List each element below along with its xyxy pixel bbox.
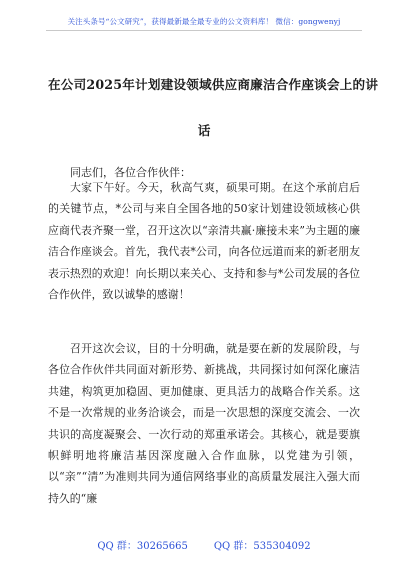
body-paragraph-2: 召开这次会议，目的十分明确，就是要在新的发展阶段，与各位合作伙伴共同面对新形势、新挑战，共同探讨如何深化廉洁共建，构筑更加稳固、更加健康、更具活力的战略合作关系。这不是一次常规的业务洽谈会，而是一次思想的深度交流会、一次共识的高度凝聚会、一次行动的郑重承诺会。其核心，就是要旗帜鲜明地将廉洁基因深度融入合作血脉，以党建为引领，以“亲”“清”为准则共同为通信网络事业的高质量发展注入强大而持久的“廉	[48, 342, 360, 505]
footer-qq-groups	[0, 537, 408, 552]
body-paragraph-1: 大家下午好。今天，秋高气爽，硕果可期。在这个承前启后的关键节点，*公司与来自全国各地的50家计划建设领域核心供应商代表齐聚一堂，召开这次以“亲清共赢·廉接未来”为主题的廉洁合作座谈会。首先，我代表*公司，向各位远道而来的新老朋友表示热烈的欢迎！向长期以来关心、支持和参与*公司发展的各位合作伙伴，致以诚挚的感谢！	[48, 181, 360, 302]
footer-qq-group-2: QQ 群：535304092	[213, 541, 311, 552]
header-banner: 关注头条号“公文研究”，获得最新最全最专业的公文资料库！ 微信：gongwenyj	[67, 17, 341, 26]
header-divider	[46, 30, 362, 31]
footer-qq-group-1: QQ 群：30265665	[97, 541, 188, 552]
document-title-continuation: 话	[197, 123, 211, 138]
document-title: 在公司2025年计划建设领域供应商廉洁合作座谈会上的讲	[48, 77, 379, 92]
salutation: 同志们，各位合作伙伴：	[70, 166, 191, 179]
